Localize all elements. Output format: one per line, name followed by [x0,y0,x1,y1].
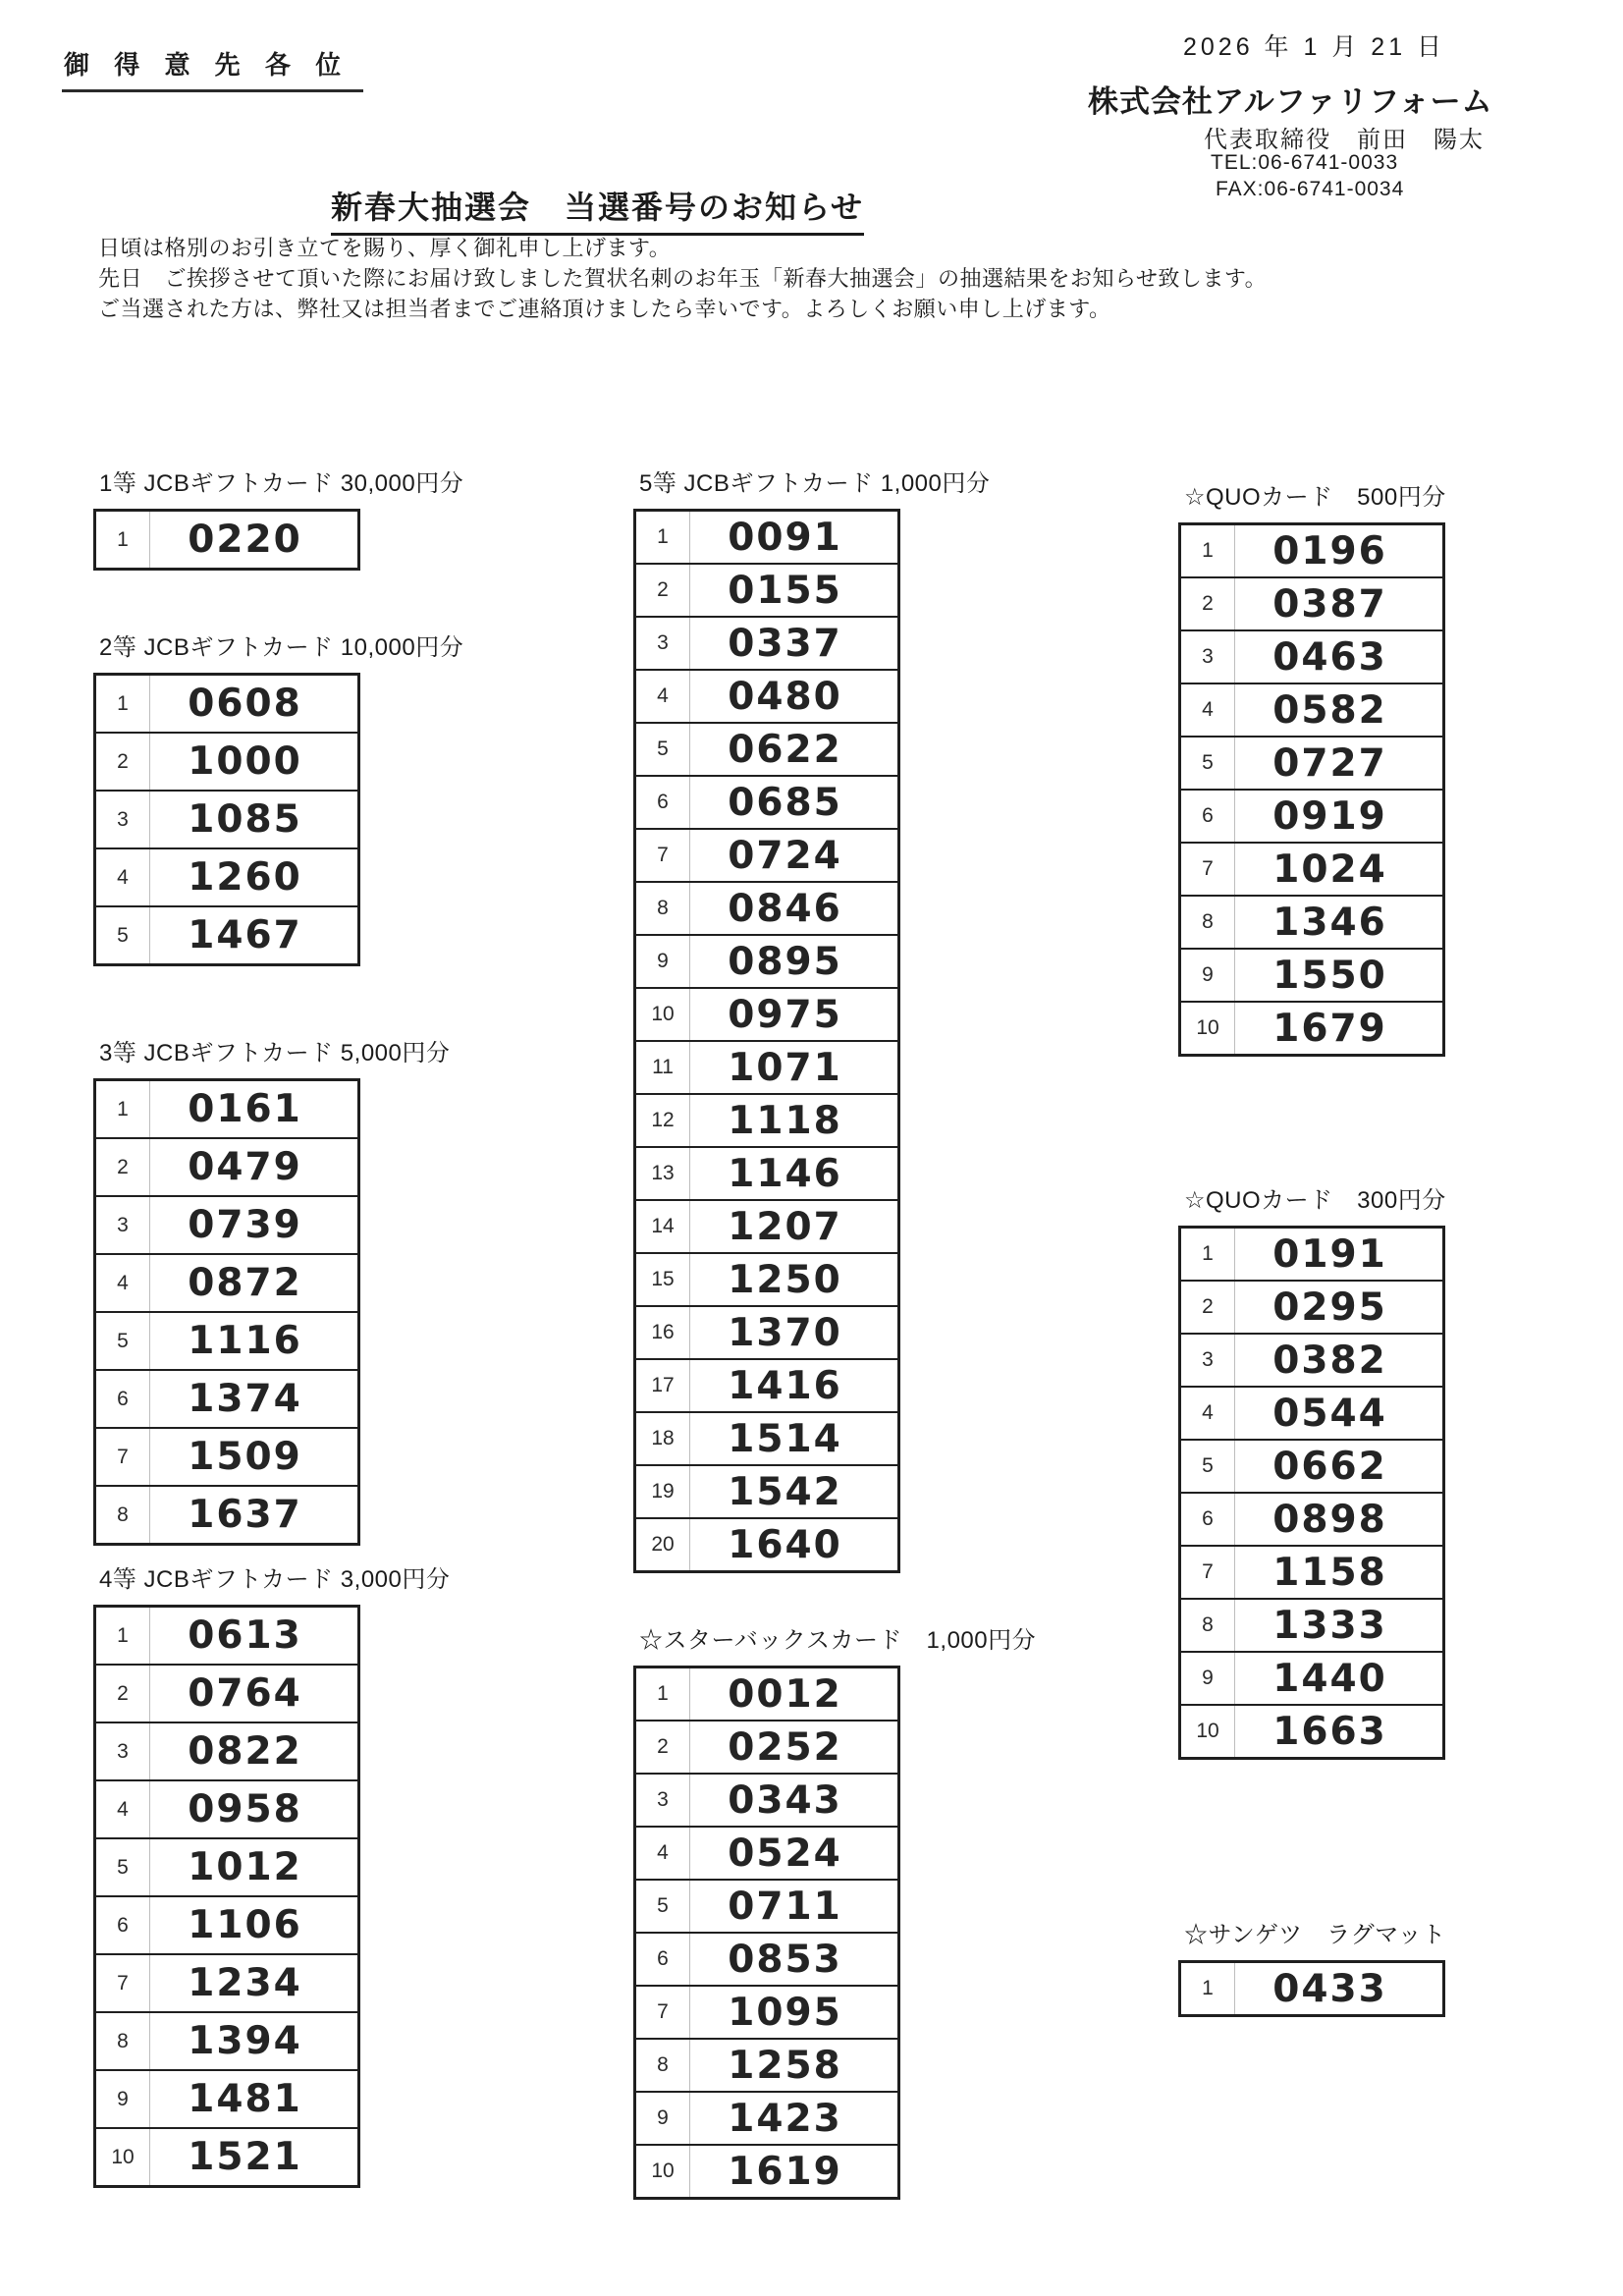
row-index: 2 [96,734,150,790]
row-index: 3 [636,618,690,669]
row-index: 3 [1181,631,1235,683]
page-title: 新春大抽選会 当選番号のお知らせ [331,183,864,236]
winning-number-row [1181,1704,1442,1757]
row-index: 6 [1181,1494,1235,1545]
row-index: 2 [636,565,690,616]
winning-number-row [96,1195,357,1253]
row-index: 5 [1181,738,1235,789]
winning-numbers-table [1178,1226,1445,1760]
row-index: 8 [96,2013,150,2069]
winning-number-row [636,2038,897,2091]
row-index: 4 [96,1255,150,1311]
winning-number: 0958 [188,1787,302,1831]
row-index: 17 [636,1360,690,1411]
winning-number-row [1181,1963,1442,2014]
winning-number: 1440 [1272,1656,1387,1701]
row-index: 9 [96,2071,150,2127]
winning-number-row [636,722,897,775]
row-index: 4 [1181,1388,1235,1439]
row-index: 5 [636,1881,690,1932]
winning-number-row [636,616,897,669]
winning-number-row [636,1517,897,1570]
winning-number-row [636,563,897,616]
winning-number: 0846 [728,886,842,931]
winning-number: 0196 [1272,528,1387,574]
row-index: 1 [1181,1963,1235,2014]
winning-number-row [636,987,897,1040]
winning-number-row [96,2011,357,2069]
winning-number: 1333 [1272,1603,1387,1648]
row-index: 2 [96,1666,150,1722]
winning-number: 1374 [188,1377,302,1421]
row-index: 10 [96,2129,150,2185]
greeting-line-2: 先日 ご挨拶させて頂いた際にお届け致しました賀状名刺のお年玉「新春大抽選会」の抽選結果をお知らせ致します。 [98,266,1268,291]
row-index: 1 [96,1608,150,1664]
winning-number: 0895 [728,939,842,984]
row-index: 10 [1181,1003,1235,1054]
winning-number-row [636,1040,897,1093]
winning-number: 1542 [728,1469,842,1514]
greeting-line-1: 日頃は格別のお引き立てを賜り、厚く御礼申し上げます。 [98,236,672,260]
winning-number: 0622 [728,727,842,772]
winning-number-row [636,669,897,722]
winning-number-row [96,1953,357,2011]
row-index: 11 [636,1042,690,1093]
row-index: 18 [636,1413,690,1464]
winning-number: 1024 [1272,847,1387,892]
winning-number-row [636,828,897,881]
row-index: 9 [636,936,690,987]
row-index: 8 [1181,897,1235,948]
prize-section-4th [93,1563,450,2188]
winning-number-row [1181,1333,1442,1386]
winning-number-row [636,1252,897,1305]
winning-number-row [636,1199,897,1252]
winning-number: 0608 [188,682,302,726]
row-index: 3 [96,1197,150,1253]
winning-number-row [636,1932,897,1985]
prize-section-2nd [93,631,463,966]
winning-number-row [1181,1280,1442,1333]
winning-number: 0382 [1272,1338,1387,1383]
winning-number: 1085 [188,797,302,842]
row-index: 5 [96,907,150,963]
winning-number: 1481 [188,2077,302,2121]
row-index: 7 [1181,844,1235,895]
row-index: 13 [636,1148,690,1199]
row-index: 6 [96,1371,150,1427]
winning-number: 1394 [188,2019,302,2063]
row-index: 4 [636,1828,690,1879]
prize-section-title: 4等 JCBギフトカード 3,000円分 [99,1566,451,1593]
winning-number-row [96,847,357,905]
row-index: 19 [636,1466,690,1517]
row-index: 9 [636,2093,690,2144]
winning-number-row [1181,842,1442,895]
row-index: 8 [1181,1600,1235,1651]
winning-number: 0191 [1272,1231,1387,1277]
row-index: 7 [636,1987,690,2038]
winning-number-row [1181,1651,1442,1704]
winning-number: 0337 [728,621,842,666]
winning-number: 1663 [1272,1709,1387,1754]
winning-number: 0822 [188,1729,302,1774]
winning-number-row [96,2069,357,2127]
winning-number-row [96,2127,357,2185]
row-index: 20 [636,1519,690,1570]
row-index: 4 [1181,684,1235,736]
row-index: 7 [636,830,690,881]
winning-number: 0387 [1272,581,1387,627]
row-index: 8 [636,883,690,934]
row-index: 1 [636,1668,690,1720]
row-index: 3 [96,792,150,847]
row-index: 8 [96,1487,150,1543]
row-index: 2 [1181,578,1235,629]
winning-number: 0480 [728,674,842,719]
winning-number-row [636,1668,897,1720]
tel-number: TEL:06-6741-0033 [1211,151,1399,174]
prize-section-title: 3等 JCBギフトカード 5,000円分 [99,1040,451,1066]
row-index: 1 [1181,1229,1235,1280]
prize-section-1st [93,467,463,571]
winning-number: 1158 [1272,1550,1387,1595]
winning-number-row [96,1253,357,1311]
winning-number: 0662 [1272,1444,1387,1489]
winning-number-row [636,1773,897,1826]
row-index: 8 [636,2040,690,2091]
winning-number: 0764 [188,1671,302,1716]
winning-number-row [636,1093,897,1146]
prize-section-5th [633,467,990,1573]
winning-numbers-table [93,673,360,966]
prize-section-title: ☆サンゲツ ラグマット [1184,1922,1446,1948]
greeting-line-3: ご当選された方は、弊社又は担当者までご連絡頂けましたら幸いです。よろしくお願い申し上げます。 [98,297,1111,321]
winning-number-row [636,2144,897,2197]
prize-section-title: 5等 JCBギフトカード 1,000円分 [639,470,991,497]
winning-number-row [636,1146,897,1199]
row-index: 6 [1181,791,1235,842]
row-index: 4 [96,849,150,905]
row-index: 15 [636,1254,690,1305]
prize-section-starbucks [633,1624,1036,2200]
representative-name: 代表取締役 前田 陽太 [1204,127,1485,153]
winning-number: 0433 [1272,1966,1387,2011]
row-index: 7 [96,1429,150,1485]
winning-numbers-table [93,1605,360,2188]
winning-number-row [636,934,897,987]
row-index: 6 [636,777,690,828]
winning-number: 0463 [1272,634,1387,680]
winning-number: 0872 [188,1261,302,1305]
winning-number: 1234 [188,1961,302,2005]
winning-number-row [1181,1229,1442,1280]
row-index: 5 [636,724,690,775]
winning-number-row [96,732,357,790]
winning-number: 1637 [188,1493,302,1537]
winning-numbers-table [1178,522,1445,1057]
winning-number-row [96,1081,357,1137]
winning-numbers-table [1178,1960,1445,2017]
winning-number: 0685 [728,780,842,825]
fax-number: FAX:06-6741-0034 [1216,178,1405,200]
winning-number-row [96,1311,357,1369]
row-index: 4 [96,1781,150,1837]
row-index: 10 [636,989,690,1040]
winning-number-row [1181,736,1442,789]
winning-number: 1467 [188,913,302,957]
winning-number-row [96,676,357,732]
winning-number-row [636,2091,897,2144]
winning-number-row [1181,1492,1442,1545]
winning-number: 0343 [728,1777,842,1823]
row-index: 2 [96,1139,150,1195]
row-index: 6 [96,1897,150,1953]
winning-numbers-table [93,1078,360,1546]
document-date: 2026 年 1 月 21 日 [1183,33,1446,61]
winning-number-row [1181,789,1442,842]
winning-number-row [96,1722,357,1779]
winning-number: 0544 [1272,1391,1387,1436]
winning-number: 0853 [728,1937,842,1982]
row-index: 1 [96,512,150,568]
winning-number-row [636,1358,897,1411]
prize-section-sangetsu [1178,1919,1446,2017]
winning-number-row [636,1985,897,2038]
winning-number: 1106 [188,1903,302,1947]
winning-numbers-table [633,1666,900,2200]
winning-number-row [636,1826,897,1879]
winning-number-row [1181,895,1442,948]
winning-number-row [1181,1386,1442,1439]
row-index: 9 [1181,950,1235,1001]
row-index: 4 [636,671,690,722]
winning-number: 1346 [1272,900,1387,945]
winning-number-row [1181,948,1442,1001]
winning-number: 0479 [188,1145,302,1189]
row-index: 1 [1181,525,1235,576]
winning-number-row [1181,525,1442,576]
winning-number: 1071 [728,1045,842,1090]
row-index: 14 [636,1201,690,1252]
winning-number-row [636,881,897,934]
winning-number: 0711 [728,1884,842,1929]
winning-number: 0919 [1272,793,1387,839]
prize-section-title: 1等 JCBギフトカード 30,000円分 [99,470,464,497]
winning-number: 0613 [188,1613,302,1658]
row-index: 2 [1181,1282,1235,1333]
winning-number: 1423 [728,2096,842,2141]
winning-number-row [96,1427,357,1485]
winning-number: 0295 [1272,1285,1387,1330]
row-index: 3 [96,1723,150,1779]
row-index: 5 [1181,1441,1235,1492]
winning-number: 0161 [188,1087,302,1131]
row-index: 3 [636,1775,690,1826]
winning-number: 0739 [188,1203,302,1247]
winning-number: 1095 [728,1990,842,2035]
row-index: 3 [1181,1335,1235,1386]
winning-number: 1679 [1272,1006,1387,1051]
winning-number-row [96,1485,357,1543]
winning-number: 1000 [188,739,302,784]
company-name: 株式会社アルファリフォーム [1088,84,1493,119]
winning-number: 0898 [1272,1497,1387,1542]
winning-number-row [636,1720,897,1773]
row-index: 2 [636,1722,690,1773]
winning-number: 1207 [728,1204,842,1249]
winning-number-row [96,1837,357,1895]
winning-number: 1118 [728,1098,842,1143]
winning-number: 1619 [728,2149,842,2194]
winning-number-row [1181,1545,1442,1598]
winning-number-row [636,1879,897,1932]
row-index: 16 [636,1307,690,1358]
winning-number-row [96,905,357,963]
winning-number: 0524 [728,1831,842,1876]
winning-number: 1416 [728,1363,842,1408]
winning-number: 0582 [1272,687,1387,733]
winning-number-row [96,512,357,568]
winning-number: 0012 [728,1671,842,1717]
row-index: 5 [96,1839,150,1895]
row-index: 9 [1181,1653,1235,1704]
winning-number: 0252 [728,1724,842,1770]
winning-number: 1370 [728,1310,842,1355]
winning-number: 1260 [188,855,302,900]
winning-number-row [1181,629,1442,683]
row-index: 5 [96,1313,150,1369]
row-index: 10 [636,2146,690,2197]
winning-number: 0724 [728,833,842,878]
winning-number: 1514 [728,1416,842,1461]
winning-number-row [1181,1439,1442,1492]
winning-number: 1509 [188,1435,302,1479]
prize-section-3rd [93,1037,450,1546]
winning-number: 1640 [728,1522,842,1567]
winning-number-row [636,512,897,563]
winning-number-row [1181,1598,1442,1651]
winning-number-row [96,1779,357,1837]
winning-number: 1258 [728,2043,842,2088]
winning-number: 1116 [188,1319,302,1363]
prize-section-title: ☆QUOカード 300円分 [1184,1187,1446,1214]
winning-number-row [96,1895,357,1953]
winning-number-row [636,1305,897,1358]
winning-number-row [636,775,897,828]
prize-section-quo500 [1178,481,1446,1057]
winning-number-row [96,1369,357,1427]
prize-section-title: ☆QUOカード 500円分 [1184,484,1446,511]
winning-number-row [636,1411,897,1464]
winning-number: 1521 [188,2135,302,2179]
row-index: 6 [636,1934,690,1985]
winning-numbers-table [93,509,360,571]
winning-number-row [96,1608,357,1664]
recipient-line: 御 得 意 先 各 位 [62,45,363,92]
row-index: 7 [96,1955,150,2011]
winning-number-row [1181,683,1442,736]
winning-number: 1146 [728,1151,842,1196]
winning-number-row [1181,576,1442,629]
winning-number-row [1181,1001,1442,1054]
row-index: 12 [636,1095,690,1146]
winning-number: 1550 [1272,953,1387,998]
winning-number: 0727 [1272,740,1387,786]
row-index: 1 [636,512,690,563]
winning-number: 0155 [728,568,842,613]
prize-section-title: 2等 JCBギフトカード 10,000円分 [99,634,464,661]
winning-number-row [96,1664,357,1722]
row-index: 7 [1181,1547,1235,1598]
winning-number: 0091 [728,515,842,560]
winning-number-row [96,790,357,847]
row-index: 1 [96,676,150,732]
winning-number-row [96,1137,357,1195]
winning-number-row [636,1464,897,1517]
row-index: 10 [1181,1706,1235,1757]
winning-number: 0975 [728,992,842,1037]
prize-section-title: ☆スターバックスカード 1,000円分 [639,1627,1037,1654]
prize-section-quo300 [1178,1184,1446,1760]
winning-numbers-table [633,509,900,1573]
winning-number: 1012 [188,1845,302,1889]
winning-number: 0220 [188,518,302,562]
row-index: 1 [96,1081,150,1137]
winning-number: 1250 [728,1257,842,1302]
